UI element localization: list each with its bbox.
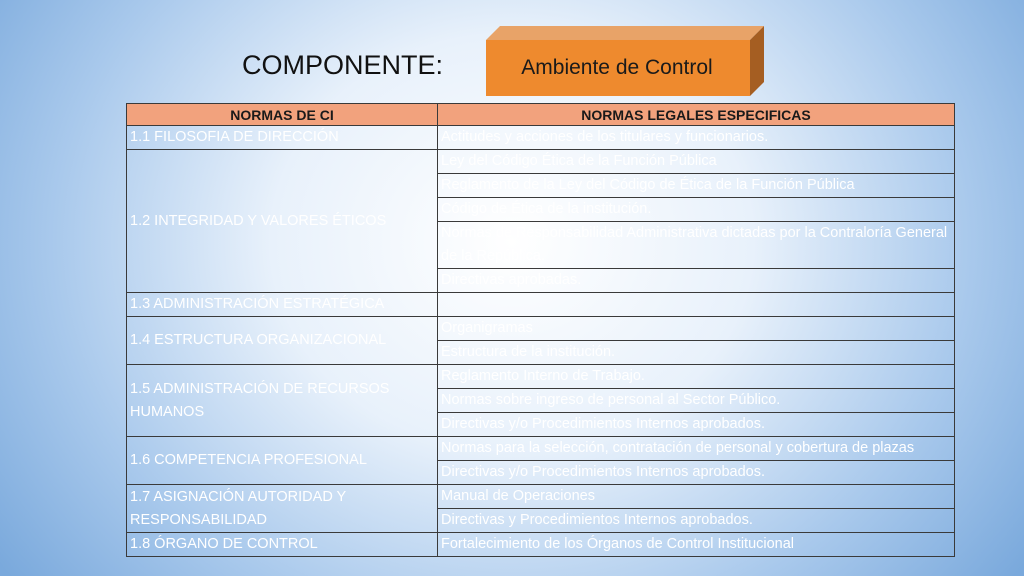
specific-cell [438,293,955,317]
table-row [127,437,955,461]
specific-cell: Manual de Operaciones [438,485,955,509]
header-normas-ci: NORMAS DE CI [127,104,438,126]
norma-cell: 1.3 ADMINISTRACIÓN ESTRATÉGICA [127,293,438,317]
norma-cell: 1.7 ASIGNACIÓN AUTORIDAD Y RESPONSABILIDAD [127,485,438,533]
specific-cell: Reglamento de la Ley del Código de Ética de la Función Pública [438,174,955,198]
table-row [127,317,955,341]
specific-cell: Código de Ética de la institución. [438,198,955,222]
norma-cell: 1.5 ADMINISTRACIÓN DE RECURSOS HUMANOS [127,365,438,437]
specific-cell: Normas sobre ingreso de personal al Sector Público. [438,389,955,413]
table-row [127,365,955,389]
component-box-label: Ambiente de Control [521,56,713,79]
specific-cell: Normas de Responsabilidad Administrativa dictadas por la Contraloría General de la República. [438,222,955,269]
specific-cell: Directivas y/o Procedimientos Internos aprobados. [438,461,955,485]
norma-cell: 1.2 INTEGRIDAD Y VALORES ÉTICOS [127,150,438,293]
component-box [486,26,766,98]
specific-cell: Directivas aprobadas. [438,269,955,293]
specific-cell: Organigramas [438,317,955,341]
norma-cell: 1.4 ESTRUCTURA ORGANIZACIONAL [127,317,438,365]
header-normas-legales: NORMAS LEGALES ESPECIFICAS [438,104,955,126]
specific-cell: Estructura de la institución. [438,341,955,365]
normas-table [126,103,955,557]
specific-cell: Actitudes y acciones de los titulares y funcionarios. [438,126,955,150]
specific-cell: Ley del Código Ética de la Función Pública [438,150,955,174]
specific-cell: Fortalecimiento de los Órganos de Control Institucional [438,533,955,557]
specific-cell: Reglamento Interno de Trabajo. [438,365,955,389]
page-title: COMPONENTE: [242,50,444,80]
table-row [127,485,955,509]
table-row [127,533,955,557]
specific-cell: Normas para la selección, contratación de personal y cobertura de plazas [438,437,955,461]
norma-cell: 1.1 FILOSOFIA DE DIRECCIÓN [127,126,438,150]
table-row [127,126,955,150]
specific-cell: Directivas y/o Procedimientos Internos aprobados. [438,413,955,437]
table-header-row [127,104,955,126]
table-row [127,150,955,174]
norma-cell: 1.8 ÓRGANO DE CONTROL [127,533,438,557]
table-row [127,293,955,317]
norma-cell: 1.6 COMPETENCIA PROFESIONAL [127,437,438,485]
specific-cell: Directivas y Procedimientos Internos aprobados. [438,509,955,533]
